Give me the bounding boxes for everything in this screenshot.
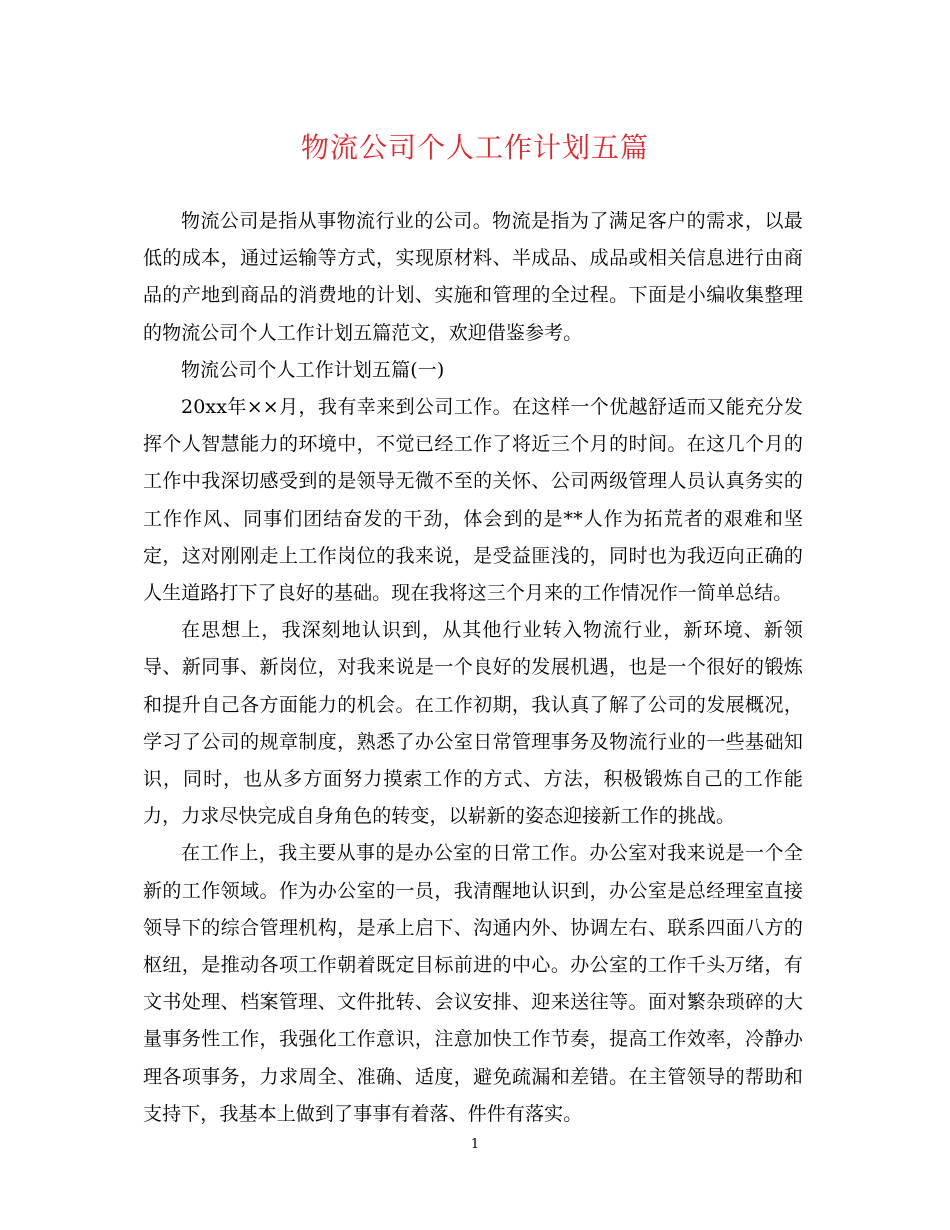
body-paragraph-3: 在工作上，我主要从事的是办公室的日常工作。办公室对我来说是一个全新的工作领域。作为办公室的一员，我清醒地认识到，办公室是总经理室直接领导下的综合管理机构，是承上启下、沟通内外、协调左右、联系四面八方的枢纽，是推动各项工作朝着既定目标前进的中心。办公室的工作千头万绪，有文书处理、档案管理、文件批转、会议安排、迎来送往等。面对繁杂琐碎的大量事务性工作，我强化工作意识，注意加快工作节奏，提高工作效率，冷静办理各项事务，力求周全、准确、适度，避免疏漏和差错。在主管领导的帮助和支持下，我基本上做到了事事有着落、件件有落实。 [143, 842, 803, 1125]
body-paragraph-1: 20xx年××月，我有幸来到公司工作。在这样一个优越舒适而又能充分发挥个人智慧能力的环境中，不觉已经工作了将近三个月的时间。在这几个月的工作中我深切感受到的是领导无微不至的关怀、公司两级管理人员认真务实的工作作风、同事们团结奋发的干劲，体会到的是**人作为拓荒者的艰难和坚定，这对刚刚走上工作岗位的我来说，是受益匪浅的，同时也为我迈向正确的人生道路打下了良好的基础。现在我将这三个月来的工作情况作一简单总结。 [143, 396, 803, 605]
document-title: 物流公司个人工作计划五篇 [300, 131, 649, 164]
intro-paragraph: 物流公司是指从事物流行业的公司。物流是指为了满足客户的需求，以最低的成本，通过运输等方式，实现原材料、半成品、成品或相关信息进行由商品的产地到商品的消费地的计划、实施和管理的全过程。下面是小编收集整理的物流公司个人工作计划五篇范文，欢迎借鉴参考。 [143, 210, 803, 344]
page-number: 1 [470, 1137, 480, 1152]
section-heading: 物流公司个人工作计划五篇(一) [181, 358, 445, 381]
body-paragraph-2: 在思想上，我深刻地认识到，从其他行业转入物流行业，新环境、新领导、新同事、新岗位，对我来说是一个良好的发展机遇，也是一个很好的锻炼和提升自己各方面能力的机会。在工作初期，我认真了解了公司的发展概况，学习了公司的规章制度，熟悉了办公室日常管理事务及物流行业的一些基础知识，同时，也从多方面努力摸索工作的方式、方法，积极锻炼自己的工作能力，力求尽快完成自身角色的转变，以崭新的姿态迎接新工作的挑战。 [143, 619, 803, 828]
document-body [143, 203, 803, 1133]
